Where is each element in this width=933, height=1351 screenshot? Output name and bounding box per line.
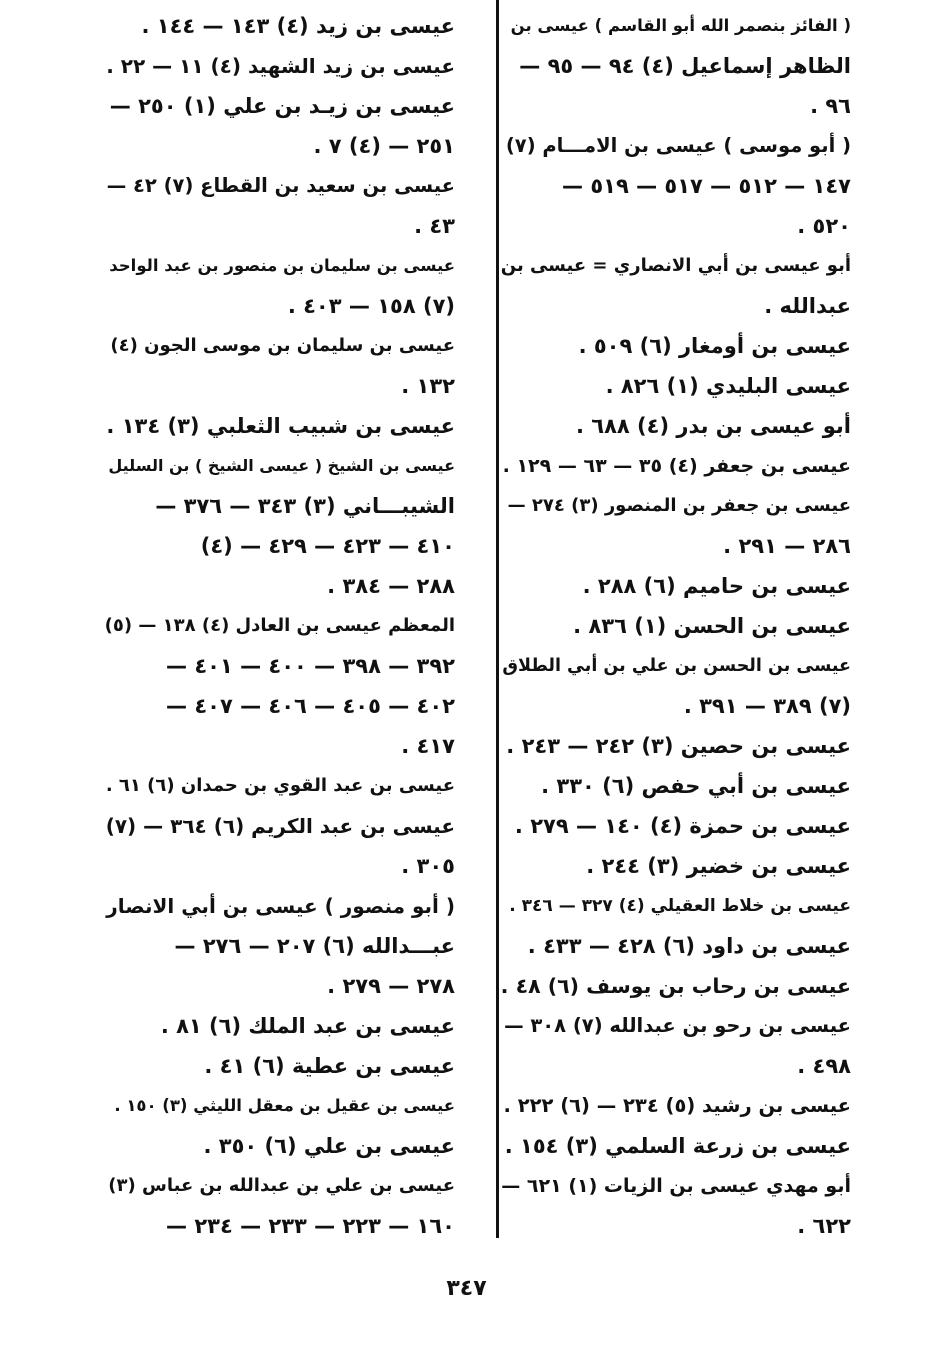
index-entry-line: عيسى بن الشيخ ( عيسى الشيخ ) بن السليل [108,456,455,475]
index-entry-line: ( أبو منصور ) عيسى بن أبي الانصار [106,894,455,918]
index-entry-line: ٣٠٥ . [401,854,455,878]
index-entry-line: عيسى بن أبي حفص (٦) ٣٣٠ . [541,774,851,798]
left-column [105,6,455,1246]
index-entry-line: عيسى بن رحو بن عبدالله (٧) ٣٠٨ — [504,1014,851,1037]
index-entry-line: الظاهر إسماعيل (٤) ٩٤ — ٩٥ — [519,54,851,78]
index-entry-line: عيسى بن عبد الكريم (٦) ٣٦٤ — (٧) [105,814,455,838]
index-entry-line: عيسى بن شبيب الثعلبي (٣) ١٣٤ . [106,414,455,438]
index-entry-line: أبو عيسى بن أبي الانصاري = عيسى بن [500,255,851,276]
index-entry-line: عيسى بن رحاب بن يوسف (٦) ٤٨ . [500,974,851,998]
index-entry-line: عيسى بن علي (٦) ٣٥٠ . [203,1134,455,1158]
index-entry-line: عبـــدالله (٦) ٢٠٧ — ٢٧٦ — [174,934,455,958]
index-entry-line: عيسى بن داود (٦) ٤٢٨ — ٤٣٣ . [527,934,851,958]
index-entry-line: عيسى بن زرعة السلمي (٣) ١٥٤ . [504,1134,851,1158]
index-entry-line: المعظم عيسى بن العادل (٤) ١٣٨ — (٥) [104,615,455,636]
index-entry-line: أبو عيسى بن بدر (٤) ٦٨٨ . [575,414,851,438]
index-entry-line: ٩٦ . [810,94,851,118]
index-entry-line: عيسى بن سليمان بن موسى الجون (٤) [110,335,455,356]
index-entry-line: ١٦٠ — ٢٢٣ — ٢٣٣ — ٢٣٤ — [166,1214,455,1238]
index-entry-line: عيسى بن سعيد بن القطاع (٧) ٤٢ — [106,174,455,197]
index-entry-line: ٤١٧ . [401,734,455,758]
index-entry-line: ١٣٢ . [401,374,455,398]
index-entry-line: ٥٢٠ . [797,214,851,238]
index-entry-line: عيسى بن الحسن بن علي بن أبي الطلاق [502,656,851,676]
index-entry-line: ( الفائز بنصمر الله أبو القاسم ) عيسى بن [510,16,851,35]
index-entry-line: ٤٣ . [414,214,455,238]
right-column [501,6,851,1246]
index-entry-line: الشيبـــاني (٣) ٣٤٣ — ٣٧٦ — [155,494,455,518]
index-entry-line: عيسى بن زيد الشهيد (٤) ١١ — ٢٢ . [106,54,455,78]
index-entry-line: عيسى بن عقيل بن معقل الليثي (٣) ١٥٠ . [114,1096,455,1115]
index-entry-line: ٤٩٨ . [797,1054,851,1078]
index-entry-line: عيسى بن علي بن عبدالله بن عباس (٣) [108,1175,455,1196]
index-entry-line: عيسى البليدي (١) ٨٢٦ . [605,374,851,398]
index-entry-line: عيسى بن حاميم (٦) ٢٨٨ . [582,574,851,598]
index-entry-line: عيسى بن خلاط العقيلي (٤) ٣٢٧ — ٣٤٦ . [509,896,851,916]
page-number: ٣٤٧ [446,1276,487,1301]
index-entry-line: عيسى بن عبد الملك (٦) ٨١ . [160,1014,455,1038]
index-entry-line: عيسى بن عطية (٦) ٤١ . [204,1054,455,1078]
index-entry-line: عيسى بن حصين (٣) ٢٤٢ — ٢٤٣ . [506,734,851,758]
index-entry-line: أبو مهدي عيسى بن الزيات (١) ٦٢١ — [501,1175,851,1197]
index-entry-line: عيسى بن أومغار (٦) ٥٠٩ . [578,334,851,358]
index-entry-line: عيسى بن جعفر (٤) ٣٥ — ٦٣ — ١٢٩ . [502,455,851,477]
index-entry-line: عيسى بن زيد (٤) ١٤٣ — ١٤٤ . [141,14,455,38]
index-entry-line: عيسى بن عبد القوي بن حمدان (٦) ٦١ . [105,775,455,796]
index-entry-line: عيسى بن خضير (٣) ٢٤٤ . [586,854,851,878]
index-entry-line: عيسى بن حمزة (٤) ١٤٠ — ٢٧٩ . [514,814,851,838]
column-divider [496,0,499,1238]
index-entry-line: ٢٨٦ — ٢٩١ . [723,534,851,558]
index-entry-line: ١٤٧ — ٥١٢ — ٥١٧ — ٥١٩ — [562,174,851,198]
index-entry-line: ٣٩٢ — ٣٩٨ — ٤٠٠ — ٤٠١ — [166,654,455,678]
index-entry-line: ٤٠٢ — ٤٠٥ — ٤٠٦ — ٤٠٧ — [166,694,455,718]
index-entry-line: (٧) ١٥٨ — ٤٠٣ . [287,294,455,318]
index-entry-line: عيسى بن جعفر بن المنصور (٣) ٢٧٤ — [507,495,851,516]
index-entry-line: عيسى بن سليمان بن منصور بن عبد الواحد [109,256,455,275]
index-entry-line: عيسى بن الحسن (١) ٨٣٦ . [573,614,851,638]
index-entry-line: عبدالله . [764,294,851,318]
index-entry-line: ٢٥١ — (٤) ٧ . [313,134,455,158]
index-entry-line: ٢٨٨ — ٣٨٤ . [327,574,455,598]
index-entry-line: ( أبو موسى ) عيسى بن الامـــام (٧) [505,134,851,157]
index-entry-line: عيسى بن رشيد (٥) ٢٣٤ — (٦) ٢٢٢ . [503,1094,851,1117]
index-entry-line: عيسى بن زيـد بن علي (١) ٢٥٠ — [109,94,455,118]
index-entry-line: ٦٢٢ . [797,1214,851,1238]
index-entry-line: ٢٧٨ — ٢٧٩ . [327,974,455,998]
index-entry-line: (٧) ٣٨٩ — ٣٩١ . [683,694,851,718]
index-entry-line: ٤١٠ — ٤٢٣ — ٤٢٩ — (٤) [200,534,455,558]
